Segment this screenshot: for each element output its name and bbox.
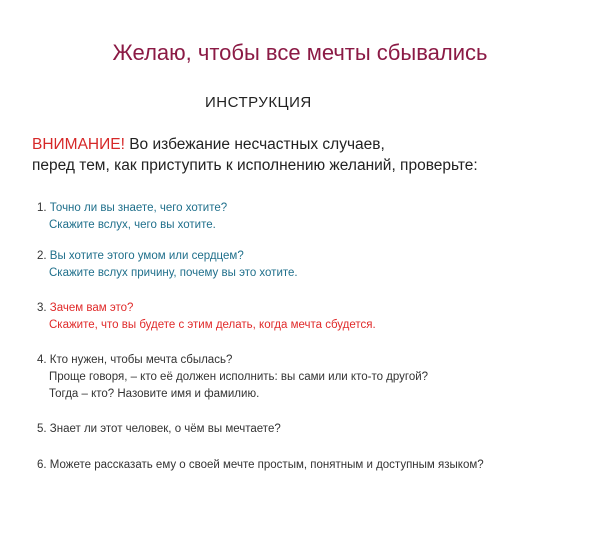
list-item-5 <box>37 421 281 438</box>
item-answer: Проще говоря, – кто её должен исполнить: вы сами или кто-то другой? <box>49 371 429 383</box>
item-question: Вы хотите этого умом или сердцем? <box>49 250 244 262</box>
item-question: Зачем вам это? <box>49 302 134 314</box>
item-question: Кто нужен, чтобы мечта сбылась? <box>49 354 233 366</box>
item-question: Точно ли вы знаете, чего хотите? <box>49 202 228 214</box>
warning-label: ВНИМАНИЕ! <box>32 136 125 153</box>
page-title: Желаю, чтобы все мечты сбывались <box>112 40 488 65</box>
list-item-1 <box>37 200 227 234</box>
list-item-4 <box>37 352 428 403</box>
list-item-2 <box>37 248 298 282</box>
item-question: Можете рассказать ему о своей мечте простым, понятным и доступным языком? <box>49 459 484 471</box>
item-number: 5. <box>37 423 47 435</box>
item-number: 4. <box>37 354 47 366</box>
warning-line-2: перед тем, как приступить к исполнению желаний, проверьте: <box>32 157 478 174</box>
item-number: 6. <box>37 459 47 471</box>
item-answer: Скажите вслух причину, почему вы это хотите. <box>49 267 298 279</box>
item-number: 3. <box>37 302 47 314</box>
warning-line-1: Во избежание несчастных случаев, <box>124 136 385 153</box>
list-item-6 <box>37 457 484 474</box>
item-answer: Скажите, что вы будете с этим делать, когда мечта сбудется. <box>49 319 376 331</box>
instruction-heading: ИНСТРУКЦИЯ <box>205 94 312 111</box>
warning-block <box>32 134 478 176</box>
item-number: 1. <box>37 202 47 214</box>
list-item-3 <box>37 300 376 334</box>
item-question: Знает ли этот человек, о чём вы мечтаете? <box>49 423 281 435</box>
item-answer-2: Тогда – кто? Назовите имя и фамилию. <box>49 388 260 400</box>
item-number: 2. <box>37 250 47 262</box>
item-answer: Скажите вслух, чего вы хотите. <box>49 219 216 231</box>
